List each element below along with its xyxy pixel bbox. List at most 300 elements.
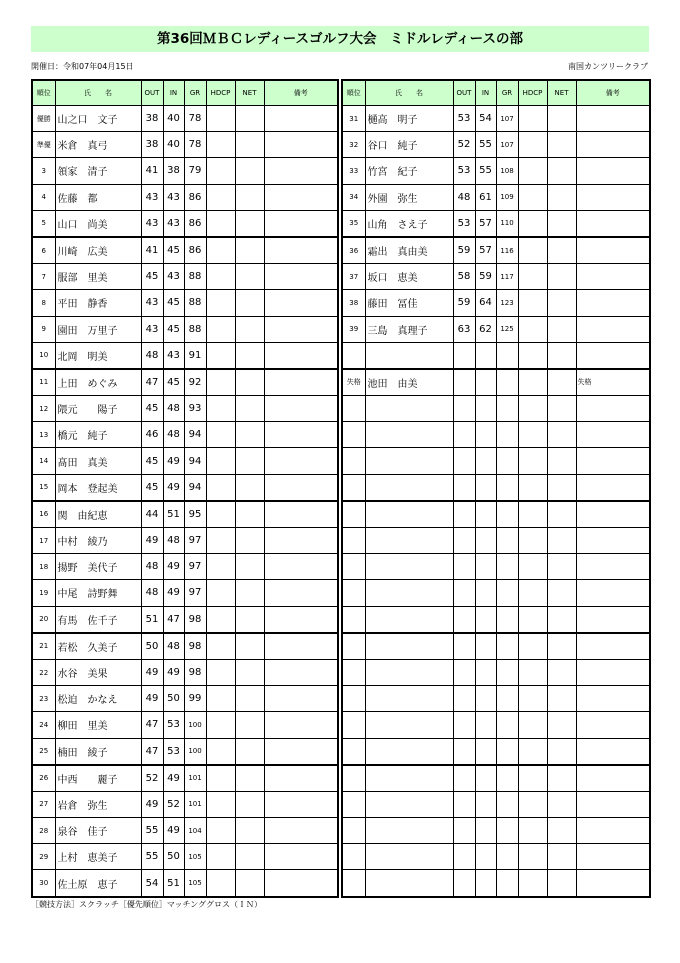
hdcp-cell [518,316,547,342]
gross-score-cell: 94 [184,448,206,474]
player-name-cell [365,738,453,765]
in-score-cell [475,369,496,396]
in-score-cell: 45 [163,237,184,264]
net-score-cell [547,342,576,369]
net-score-cell [235,106,264,132]
in-score-cell: 55 [475,158,496,184]
note-cell [264,554,338,580]
player-name-cell: 揚野 美代子 [55,554,141,580]
player-name-cell: 服部 里美 [55,264,141,290]
in-score-cell: 59 [475,264,496,290]
hdcp-cell [518,765,547,792]
out-score-cell: 49 [141,791,163,817]
rank-cell [342,422,365,448]
rank-cell: 4 [32,184,55,210]
player-name-cell: 岩倉 弥生 [55,791,141,817]
in-score-cell: 40 [163,132,184,158]
note-cell [264,369,338,396]
table-row [342,870,650,897]
note-cell [576,290,650,316]
player-name-cell: 髙田 真美 [55,448,141,474]
net-score-cell [235,738,264,765]
net-score-cell [235,342,264,369]
hdcp-cell [518,606,547,633]
gross-score-cell: 93 [184,396,206,422]
out-score-cell: 43 [141,290,163,316]
in-score-cell: 47 [163,606,184,633]
table-row [342,686,650,712]
gross-score-cell [496,448,518,474]
gross-score-cell: 125 [496,316,518,342]
hdcp-cell [206,659,235,685]
note-cell [576,738,650,765]
player-name-cell: 領家 清子 [55,158,141,184]
out-score-cell [453,765,475,792]
rank-cell [342,633,365,660]
table-row [32,106,338,132]
in-score-cell [475,633,496,660]
out-score-cell: 48 [141,342,163,369]
hdcp-cell [518,369,547,396]
hdcp-cell [518,818,547,844]
hdcp-cell [518,422,547,448]
out-score-cell: 44 [141,501,163,528]
table-row [342,738,650,765]
note-cell [264,237,338,264]
out-score-cell: 48 [141,554,163,580]
hdcp-cell [206,554,235,580]
in-score-cell: 51 [163,870,184,897]
out-score-cell: 63 [453,316,475,342]
note-cell [264,765,338,792]
gross-score-cell: 105 [184,844,206,870]
net-score-cell [547,659,576,685]
out-score-cell: 49 [141,686,163,712]
gross-score-cell: 108 [496,158,518,184]
player-name-cell: 竹宮 紀子 [365,158,453,184]
player-name-cell: 樋高 明子 [365,106,453,132]
in-score-cell: 48 [163,528,184,554]
gross-score-cell: 107 [496,132,518,158]
in-score-cell [475,712,496,738]
net-score-cell [235,369,264,396]
hdcp-cell [206,316,235,342]
table-row [32,422,338,448]
out-score-cell [453,870,475,897]
note-cell [264,844,338,870]
table-row [342,448,650,474]
header-rank: 順位 [32,80,55,106]
net-score-cell [235,474,264,501]
net-score-cell [235,158,264,184]
out-score-cell [453,528,475,554]
net-score-cell [547,686,576,712]
gross-score-cell: 110 [496,210,518,237]
hdcp-cell [518,474,547,501]
gross-score-cell: 101 [184,765,206,792]
out-score-cell: 45 [141,264,163,290]
in-score-cell: 50 [163,844,184,870]
gross-score-cell [496,396,518,422]
net-score-cell [547,606,576,633]
hdcp-cell [518,210,547,237]
table-row [342,844,650,870]
note-cell [576,633,650,660]
gross-score-cell [496,633,518,660]
rank-cell: 34 [342,184,365,210]
table-row [32,501,338,528]
header-out: OUT [141,80,163,106]
gross-score-cell [496,659,518,685]
out-score-cell: 38 [141,106,163,132]
gross-score-cell [496,342,518,369]
header-out: OUT [453,80,475,106]
player-name-cell [365,765,453,792]
rank-cell: 5 [32,210,55,237]
rank-cell [342,501,365,528]
player-name-cell [365,501,453,528]
out-score-cell: 47 [141,738,163,765]
gross-score-cell: 109 [496,184,518,210]
in-score-cell: 64 [475,290,496,316]
rank-cell: 35 [342,210,365,237]
out-score-cell: 45 [141,474,163,501]
hdcp-cell [206,237,235,264]
hdcp-cell [206,422,235,448]
net-score-cell [547,396,576,422]
out-score-cell [453,501,475,528]
header-name: 氏 名 [55,80,141,106]
net-score-cell [547,264,576,290]
rank-cell: 優勝 [32,106,55,132]
in-score-cell: 40 [163,106,184,132]
rank-cell: 27 [32,791,55,817]
hdcp-cell [518,106,547,132]
net-score-cell [235,501,264,528]
net-score-cell [235,844,264,870]
table-row [342,712,650,738]
player-name-cell: 上村 恵美子 [55,844,141,870]
out-score-cell: 50 [141,633,163,660]
gross-score-cell: 99 [184,686,206,712]
rank-cell: 37 [342,264,365,290]
in-score-cell [475,818,496,844]
gross-score-cell [496,474,518,501]
gross-score-cell [496,738,518,765]
table-row [342,264,650,290]
table-row [342,606,650,633]
header-in: IN [163,80,184,106]
table-row [342,237,650,264]
hdcp-cell [206,396,235,422]
rank-cell [342,448,365,474]
in-score-cell: 43 [163,342,184,369]
gross-score-cell [496,528,518,554]
player-name-cell [365,528,453,554]
gross-score-cell: 95 [184,501,206,528]
player-name-cell: 上田 めぐみ [55,369,141,396]
rank-cell: 準優 [32,132,55,158]
player-name-cell [365,712,453,738]
rank-cell: 6 [32,237,55,264]
footer-note: ［競技方法］スクラッチ［優先順位］マッチンググロス（ＩＮ） [31,900,262,909]
table-row [32,474,338,501]
note-cell [264,316,338,342]
player-name-cell [365,396,453,422]
gross-score-cell: 86 [184,237,206,264]
note-cell [264,264,338,290]
hdcp-cell [518,237,547,264]
rank-cell: 24 [32,712,55,738]
gross-score-cell [496,501,518,528]
gross-score-cell [496,369,518,396]
hdcp-cell [206,369,235,396]
net-score-cell [235,870,264,897]
net-score-cell [547,738,576,765]
gross-score-cell [496,765,518,792]
in-score-cell [475,474,496,501]
table-row [342,633,650,660]
table-row [32,316,338,342]
out-score-cell: 53 [453,210,475,237]
player-name-cell: 坂口 恵美 [365,264,453,290]
player-name-cell [365,844,453,870]
player-name-cell [365,818,453,844]
page-title: 第36回ＭＢＣレディースゴルフ大会 ミドルレディースの部 [31,26,649,52]
hdcp-cell [518,686,547,712]
player-name-cell: 中尾 詩野舞 [55,580,141,606]
table-row [342,528,650,554]
rank-cell [342,791,365,817]
rank-cell: 7 [32,264,55,290]
gross-score-cell: 117 [496,264,518,290]
note-cell [264,474,338,501]
player-name-cell: 山角 さえ子 [365,210,453,237]
net-score-cell [235,422,264,448]
table-row [342,106,650,132]
in-score-cell: 49 [163,474,184,501]
out-score-cell: 55 [141,844,163,870]
out-score-cell [453,738,475,765]
gross-score-cell: 94 [184,422,206,448]
note-cell [576,237,650,264]
out-score-cell: 55 [141,818,163,844]
gross-score-cell: 91 [184,342,206,369]
out-score-cell [453,818,475,844]
gross-score-cell: 97 [184,528,206,554]
player-name-cell: 関 由紀恵 [55,501,141,528]
gross-score-cell [496,554,518,580]
gross-score-cell [496,422,518,448]
table-row [32,791,338,817]
rank-cell: 18 [32,554,55,580]
hdcp-cell [518,712,547,738]
hdcp-cell [518,290,547,316]
rank-cell: 16 [32,501,55,528]
hdcp-cell [206,158,235,184]
header-net: NET [235,80,264,106]
header-note: 備考 [264,80,338,106]
net-score-cell [235,132,264,158]
in-score-cell: 43 [163,184,184,210]
out-score-cell [453,712,475,738]
player-name-cell: 隈元 陽子 [55,396,141,422]
out-score-cell [453,396,475,422]
hdcp-cell [518,264,547,290]
hdcp-cell [206,765,235,792]
out-score-cell: 41 [141,237,163,264]
player-name-cell: 橋元 純子 [55,422,141,448]
gross-score-cell [496,818,518,844]
in-score-cell [475,765,496,792]
player-name-cell [365,580,453,606]
note-cell [264,659,338,685]
player-name-cell [365,342,453,369]
gross-score-cell: 79 [184,158,206,184]
note-cell [264,106,338,132]
in-score-cell [475,870,496,897]
note-cell [264,818,338,844]
results-table-right [341,79,651,898]
header-name: 氏 名 [365,80,453,106]
note-cell [264,158,338,184]
note-cell [264,396,338,422]
player-name-cell: 楠田 綾子 [55,738,141,765]
hdcp-cell [206,791,235,817]
out-score-cell: 52 [453,132,475,158]
player-name-cell: 米倉 真弓 [55,132,141,158]
header-rank: 順位 [342,80,365,106]
in-score-cell [475,501,496,528]
table-row [32,606,338,633]
table-row [32,184,338,210]
in-score-cell [475,844,496,870]
rank-cell [342,554,365,580]
net-score-cell [547,422,576,448]
hdcp-cell [518,738,547,765]
in-score-cell: 53 [163,738,184,765]
in-score-cell: 49 [163,554,184,580]
in-score-cell [475,396,496,422]
hdcp-cell [518,158,547,184]
rank-cell: 17 [32,528,55,554]
rank-cell [342,342,365,369]
net-score-cell [235,791,264,817]
table-row [342,184,650,210]
event-date: 開催日：令和07年04月15日 [31,62,134,71]
player-name-cell [365,474,453,501]
rank-cell: 38 [342,290,365,316]
out-score-cell: 58 [453,264,475,290]
player-name-cell: 佐土原 恵子 [55,870,141,897]
note-cell [576,765,650,792]
in-score-cell: 45 [163,369,184,396]
player-name-cell: 三島 真理子 [365,316,453,342]
net-score-cell [235,606,264,633]
rank-cell: 33 [342,158,365,184]
net-score-cell [547,132,576,158]
header-gr: GR [184,80,206,106]
net-score-cell [547,818,576,844]
note-cell [576,316,650,342]
note-cell: 失格 [576,369,650,396]
in-score-cell [475,554,496,580]
out-score-cell: 53 [453,158,475,184]
note-cell [576,132,650,158]
hdcp-cell [518,659,547,685]
player-name-cell: 中村 綾乃 [55,528,141,554]
net-score-cell [547,870,576,897]
note-cell [576,210,650,237]
rank-cell [342,844,365,870]
rank-cell: 8 [32,290,55,316]
in-score-cell: 49 [163,448,184,474]
player-name-cell [365,633,453,660]
in-score-cell [475,738,496,765]
rank-cell [342,528,365,554]
table-row [342,369,650,396]
header-gr: GR [496,80,518,106]
hdcp-cell [206,501,235,528]
gross-score-cell: 88 [184,264,206,290]
note-cell [576,106,650,132]
out-score-cell [453,659,475,685]
hdcp-cell [206,712,235,738]
rank-cell: 失格 [342,369,365,396]
table-row [342,818,650,844]
rank-cell: 14 [32,448,55,474]
gross-score-cell: 92 [184,369,206,396]
hdcp-cell [518,132,547,158]
hdcp-cell [206,844,235,870]
hdcp-cell [206,818,235,844]
hdcp-cell [206,738,235,765]
gross-score-cell: 100 [184,712,206,738]
net-score-cell [235,237,264,264]
in-score-cell: 48 [163,422,184,448]
player-name-cell: 北岡 明美 [55,342,141,369]
player-name-cell: 水谷 美果 [55,659,141,685]
table-row [32,369,338,396]
note-cell [576,712,650,738]
player-name-cell: 藤田 冨佳 [365,290,453,316]
gross-score-cell: 123 [496,290,518,316]
rank-cell: 11 [32,369,55,396]
hdcp-cell [206,184,235,210]
hdcp-cell [518,554,547,580]
out-score-cell [453,606,475,633]
table-row [32,528,338,554]
table-row [342,342,650,369]
table-row [342,158,650,184]
out-score-cell [453,554,475,580]
gross-score-cell [496,606,518,633]
in-score-cell [475,448,496,474]
net-score-cell [547,290,576,316]
out-score-cell: 45 [141,396,163,422]
table-row [32,712,338,738]
net-score-cell [235,818,264,844]
player-name-cell: 池田 由美 [365,369,453,396]
rank-cell [342,659,365,685]
player-name-cell: 山口 尚美 [55,210,141,237]
table-row [342,474,650,501]
net-score-cell [235,554,264,580]
player-name-cell: 松迫 かなえ [55,686,141,712]
in-score-cell: 43 [163,264,184,290]
rank-cell [342,870,365,897]
table-row [32,686,338,712]
